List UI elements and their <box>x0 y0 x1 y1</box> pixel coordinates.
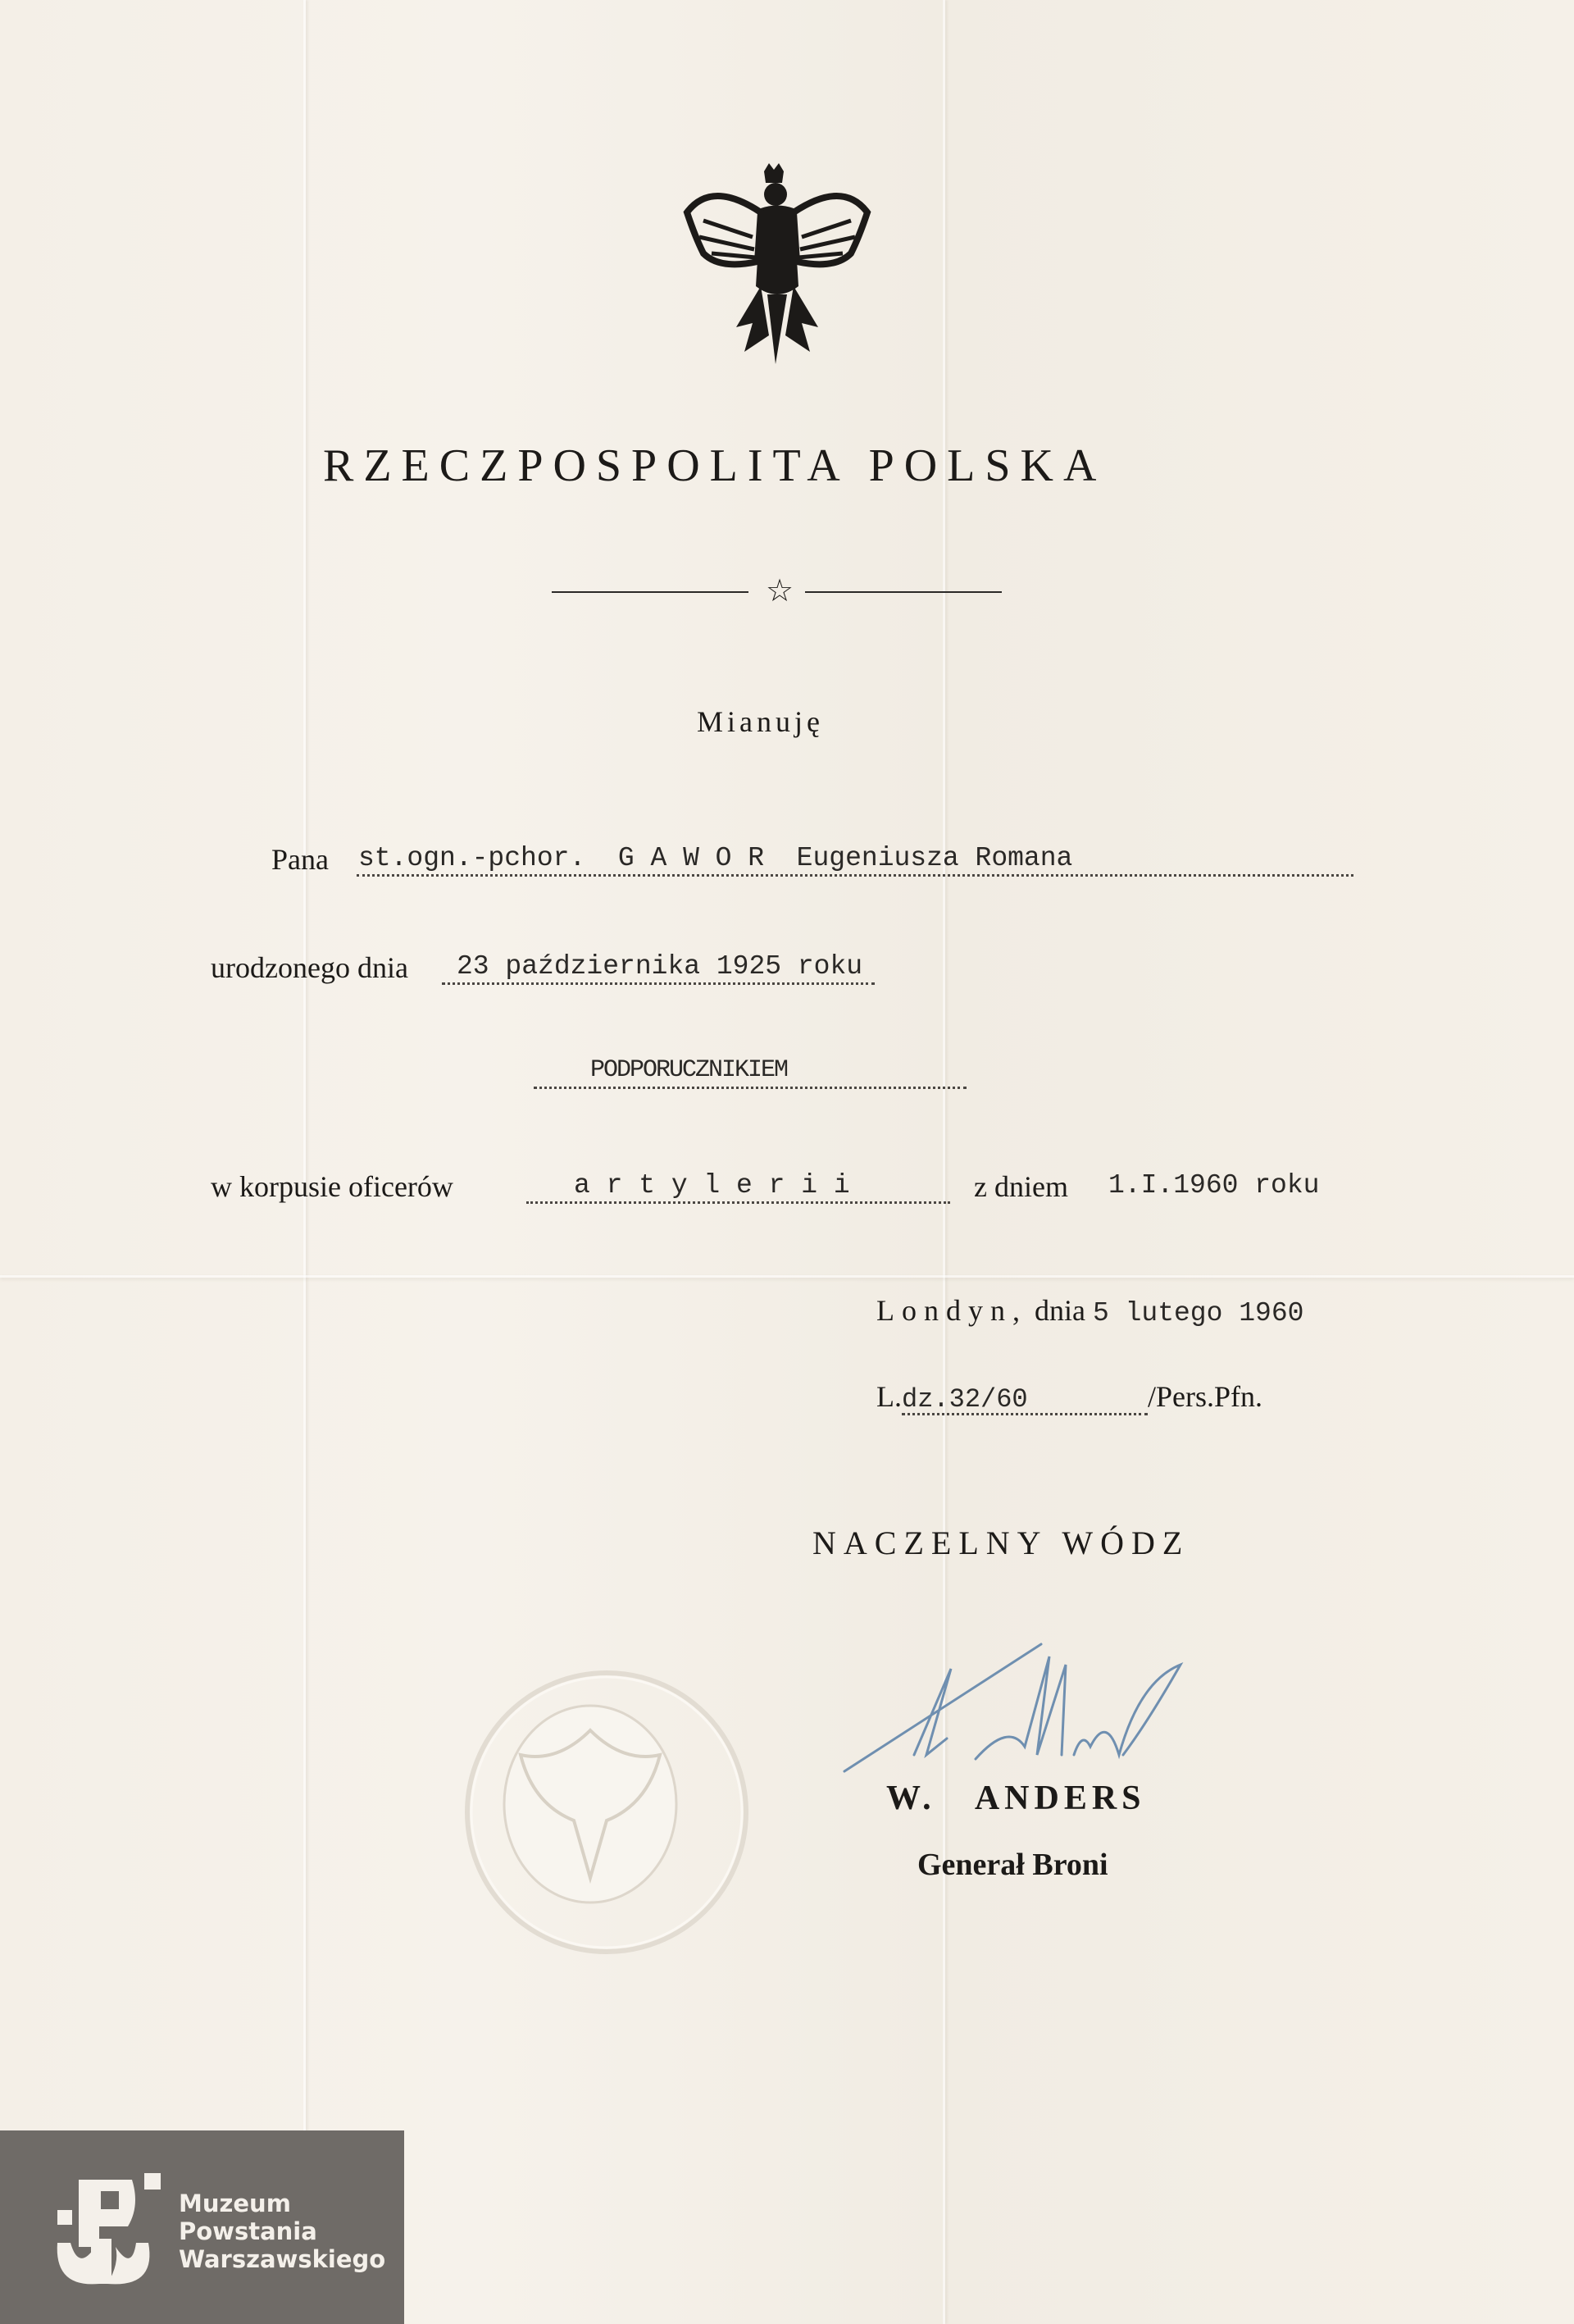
name-label: Pana <box>271 843 329 876</box>
rank-dotted-line <box>534 1087 967 1089</box>
signatory-name: W. ANDERS <box>886 1779 1146 1817</box>
appoint-word: Mianuję <box>697 705 824 738</box>
place-date <box>876 1296 1303 1327</box>
fold-line <box>943 0 945 2324</box>
date-value: 1.I.1960 roku <box>1108 1170 1320 1201</box>
corps-dotted-line <box>526 1201 950 1204</box>
signatory-rank: Generał Broni <box>917 1848 1108 1882</box>
place: Londyn, <box>876 1294 1027 1327</box>
fold-line <box>0 1275 1574 1278</box>
birth-value: 23 października 1925 roku <box>457 951 863 982</box>
reference-value: dz.32/60 <box>902 1387 1148 1415</box>
logo-line: Muzeum <box>179 2190 291 2217</box>
logo-line: Warszawskiego <box>179 2245 386 2273</box>
corps-label: w korpusie oficerów <box>211 1170 453 1203</box>
date-label: z dniem <box>974 1170 1068 1203</box>
corps-value: a r t y l e r i i <box>574 1170 850 1201</box>
reference-number <box>876 1382 1262 1415</box>
divider-line <box>552 591 748 593</box>
birth-dotted-line <box>442 982 875 985</box>
name-dotted-line <box>357 874 1353 877</box>
museum-watermark <box>0 2130 404 2324</box>
reference-prefix: L. <box>876 1380 902 1413</box>
rank-value: PODPORUCZNIKIEM <box>590 1056 788 1084</box>
polish-eagle-emblem-icon <box>679 163 876 364</box>
museum-name <box>179 2190 385 2273</box>
divider-line <box>805 591 1002 593</box>
reference-suffix: /Pers.Pfn. <box>1148 1380 1263 1413</box>
birth-label: urodzonego dnia <box>211 951 408 984</box>
issue-date: 5 lutego 1960 <box>1092 1298 1304 1328</box>
name-value: st.ogn.-pchor. G A W O R Eugeniusza Romana <box>358 843 1073 873</box>
embossed-seal-icon <box>459 1665 754 1960</box>
star-icon: ☆ <box>766 574 794 608</box>
logo-line: Powstania <box>179 2217 317 2245</box>
fold-line <box>303 0 306 2324</box>
signatory-title: NACZELNY WÓDZ <box>812 1524 1190 1561</box>
handwritten-signature <box>836 1632 1197 1779</box>
document-heading: RZECZPOSPOLITA POLSKA <box>323 440 1107 491</box>
kotwica-anchor-logo-icon <box>54 2173 165 2288</box>
place-date-label: dnia <box>1035 1294 1085 1327</box>
